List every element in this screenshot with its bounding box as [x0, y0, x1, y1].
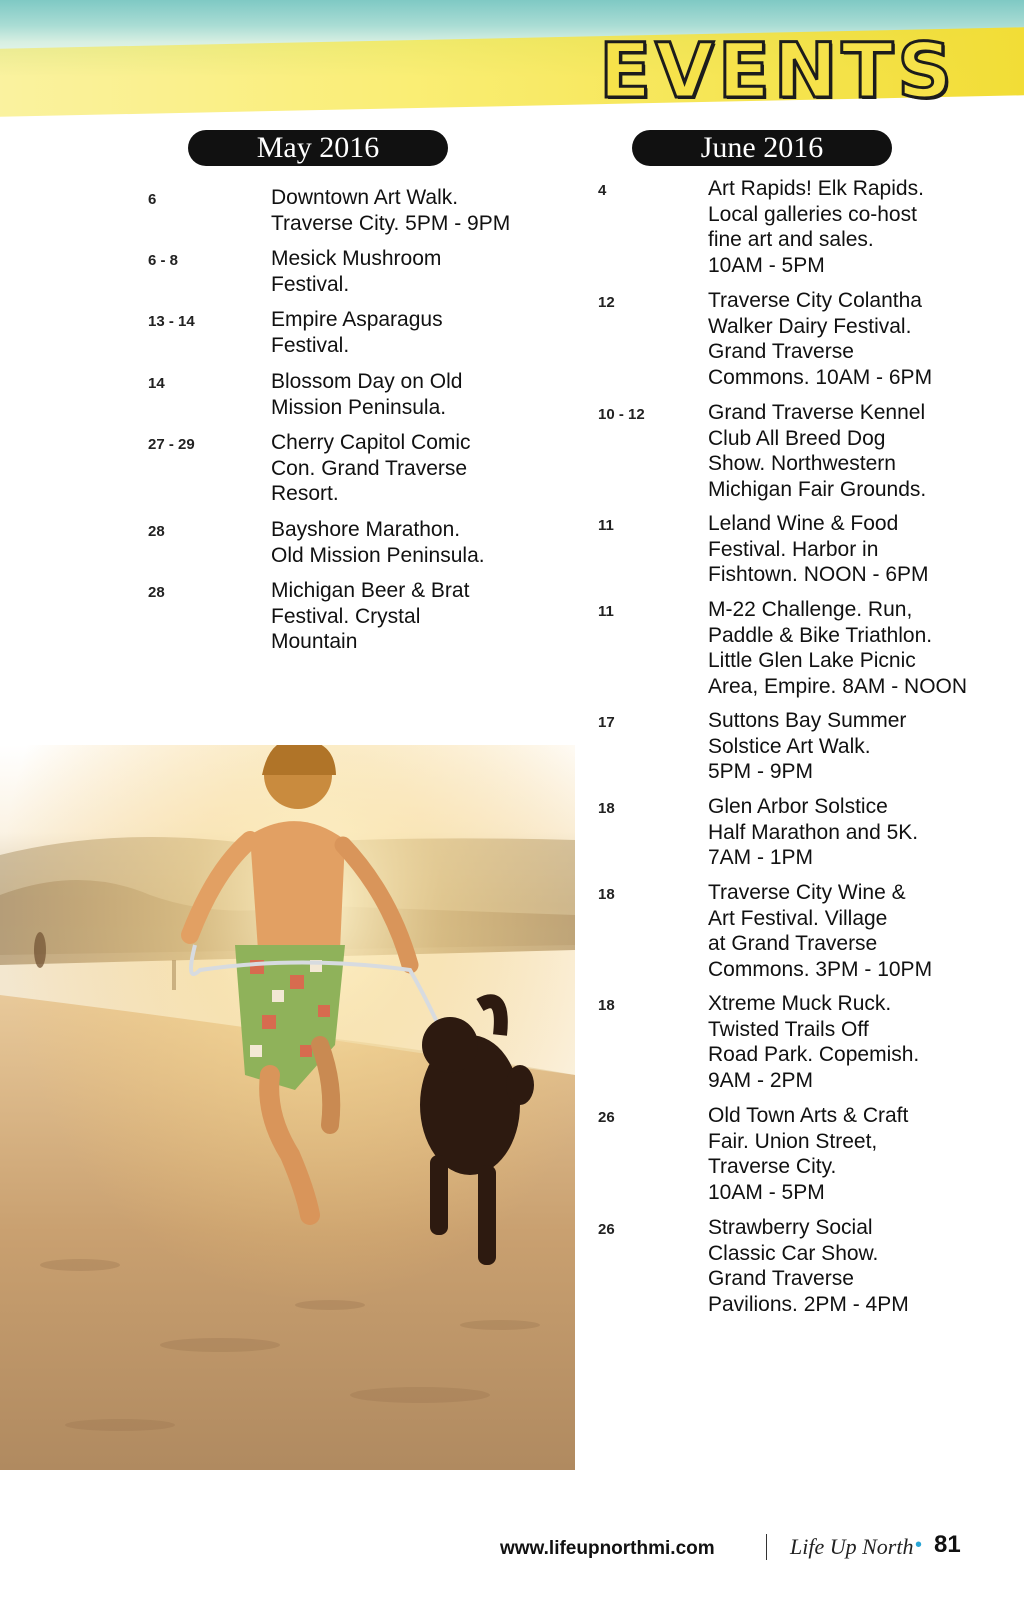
event-line: Xtreme Muck Ruck.	[708, 992, 892, 1015]
footer-magazine-name: Life Up North	[790, 1534, 914, 1559]
event-line: Blossom Day on Old	[271, 370, 463, 393]
event-date: 11	[598, 517, 614, 534]
event-line: Paddle & Bike Triathlon.	[708, 623, 933, 647]
event-line: Art Festival. Village	[708, 906, 888, 930]
event-date: 10 - 12	[598, 406, 645, 423]
event-line: Resort.	[271, 482, 339, 505]
event-date: 17	[598, 714, 615, 731]
event-description	[708, 1103, 908, 1205]
event-description	[271, 246, 441, 297]
page-title: EVENTS	[599, 26, 956, 115]
event-date: 6 - 8	[148, 252, 179, 269]
event-date: 18	[598, 886, 615, 903]
event-line: Traverse City Colantha	[708, 289, 922, 312]
event-description	[708, 1215, 909, 1317]
event-date: 26	[598, 1221, 615, 1238]
event-line: Grand Traverse Kennel	[708, 401, 926, 424]
event-line: Michigan Fair Grounds.	[708, 477, 927, 501]
event-line: Mesick Mushroom	[271, 247, 442, 270]
event-line: 10AM - 5PM	[708, 253, 825, 277]
event-line: Strawberry Social	[708, 1216, 873, 1239]
event-line: Traverse City.	[708, 1155, 837, 1178]
event-line: 5PM - 9PM	[708, 760, 814, 783]
event-description	[271, 517, 485, 568]
event-date: 12	[598, 294, 615, 311]
event-description	[708, 288, 932, 390]
event-date: 28	[148, 584, 165, 601]
event-date: 27 - 29	[148, 436, 195, 453]
event-line: Classic Car Show.	[708, 1241, 879, 1265]
event-line: 7AM - 1PM	[708, 846, 814, 869]
event-line: Local galleries co-host	[708, 202, 917, 226]
event-line: Fishtown. NOON - 6PM	[708, 563, 929, 586]
event-description	[271, 578, 469, 655]
event-line: Traverse City Wine &	[708, 881, 906, 904]
event-line: Traverse City. 5PM - 9PM	[271, 211, 511, 235]
event-line: Festival. Harbor in	[708, 537, 879, 561]
footer-url[interactable]: www.lifeupnorthmi.com	[500, 1538, 715, 1559]
event-line: Old Town Arts & Craft	[708, 1104, 909, 1127]
event-description	[271, 369, 462, 420]
event-line: 10AM - 5PM	[708, 1180, 825, 1204]
event-line: Con. Grand Traverse	[271, 456, 468, 480]
month-header-june: June 2016	[632, 130, 892, 166]
event-description	[708, 991, 919, 1093]
event-description	[708, 511, 929, 588]
event-line: fine art and sales.	[708, 228, 874, 251]
event-line: 9AM - 2PM	[708, 1068, 814, 1092]
footer-bullet: •	[915, 1534, 923, 1556]
event-line: Road Park. Copemish.	[708, 1043, 920, 1066]
page-number: 81	[934, 1531, 961, 1558]
event-date: 6	[148, 191, 157, 208]
event-date: 18	[598, 997, 615, 1014]
event-line: Grand Traverse	[708, 1267, 854, 1290]
event-line: Walker Dairy Festival.	[708, 314, 912, 338]
event-description	[271, 307, 443, 358]
event-date: 4	[598, 182, 607, 199]
event-line: Cherry Capitol Comic	[271, 431, 471, 454]
event-line: Leland Wine & Food	[708, 512, 899, 535]
event-description	[708, 597, 967, 699]
event-line: Old Mission Peninsula.	[271, 543, 485, 567]
event-line: Downtown Art Walk.	[271, 186, 459, 209]
event-line: Mountain	[271, 630, 358, 653]
event-line: Art Rapids! Elk Rapids.	[708, 177, 924, 200]
event-line: Commons. 10AM - 6PM	[708, 365, 933, 389]
event-line: Suttons Bay Summer	[708, 709, 907, 732]
event-line: Festival. Crystal	[271, 604, 421, 628]
event-line: Festival.	[271, 333, 350, 357]
event-date: 18	[598, 800, 615, 817]
event-description	[708, 794, 918, 871]
event-line: Grand Traverse	[708, 340, 854, 363]
event-line: Festival.	[271, 272, 350, 296]
event-line: Empire Asparagus	[271, 308, 443, 331]
event-line: Area, Empire. 8AM - NOON	[708, 674, 968, 698]
event-line: Half Marathon and 5K.	[708, 820, 919, 844]
event-description	[271, 430, 471, 507]
event-date: 11	[598, 603, 614, 620]
event-line: Mission Peninsula.	[271, 395, 447, 419]
event-line: Solstice Art Walk.	[708, 734, 871, 758]
month-header-may: May 2016	[188, 130, 448, 166]
event-description	[708, 176, 924, 278]
event-description	[271, 185, 510, 236]
event-line: at Grand Traverse	[708, 932, 878, 955]
event-line: Michigan Beer & Brat	[271, 579, 470, 602]
event-description	[708, 880, 932, 982]
event-line: Club All Breed Dog	[708, 426, 886, 450]
event-line: Twisted Trails Off	[708, 1017, 869, 1041]
event-date: 13 - 14	[148, 313, 195, 330]
event-line: M-22 Challenge. Run,	[708, 598, 913, 621]
event-line: Commons. 3PM - 10PM	[708, 957, 933, 981]
event-line: Show. Northwestern	[708, 452, 896, 475]
beach-photo	[0, 745, 575, 1470]
event-date: 28	[148, 523, 165, 540]
event-line: Fair. Union Street,	[708, 1129, 878, 1153]
event-line: Little Glen Lake Picnic	[708, 649, 916, 672]
event-description	[708, 708, 906, 785]
event-date: 26	[598, 1109, 615, 1126]
event-line: Bayshore Marathon.	[271, 518, 461, 541]
event-line: Pavilions. 2PM - 4PM	[708, 1292, 909, 1316]
event-line: Glen Arbor Solstice	[708, 795, 888, 818]
event-description	[708, 400, 926, 502]
footer-divider	[766, 1534, 767, 1560]
event-date: 14	[148, 375, 165, 392]
